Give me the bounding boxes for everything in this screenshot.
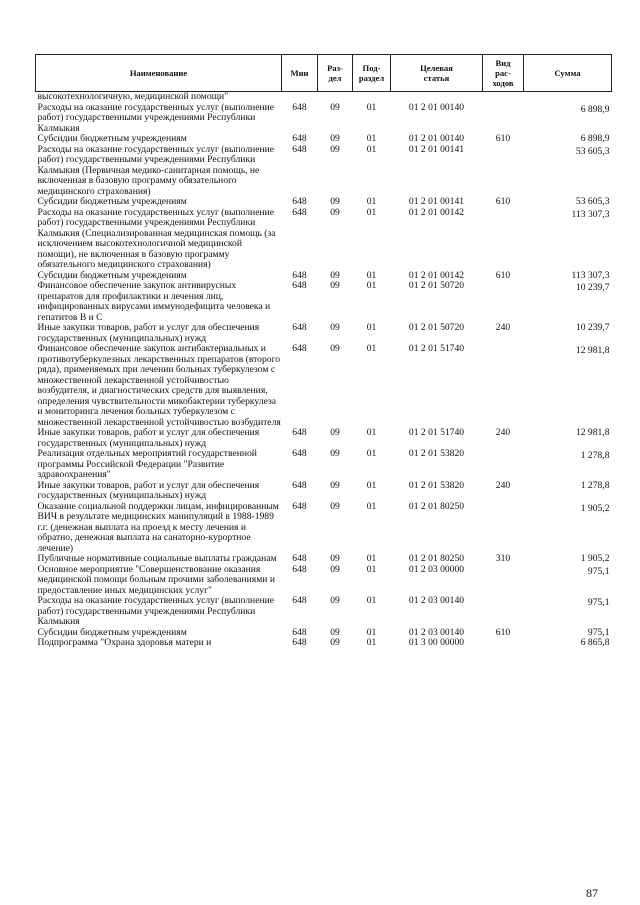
row-vid: 610 xyxy=(495,133,511,144)
row-podrazdel: 01 xyxy=(366,196,377,207)
row-sum: 53 605,3 xyxy=(575,145,610,157)
row-target: 01 2 01 00140 xyxy=(408,101,465,113)
row-name: Иные закупки товаров, работ и услуг для обеспечения государственных (муниципальных) нужд xyxy=(37,322,260,344)
row-target: 01 2 01 50720 xyxy=(408,322,465,333)
row-vid xyxy=(483,103,524,135)
row-podrazdel: 01 xyxy=(366,427,377,438)
row-sum: 10 239,7 xyxy=(575,282,610,293)
row-razdel: 09 xyxy=(330,196,340,207)
row-podrazdel: 01 xyxy=(366,280,377,291)
row-podrazdel xyxy=(353,92,391,103)
row-razdel: 09 xyxy=(330,626,340,638)
row-sum: 6 898,9 xyxy=(580,133,610,144)
table-row xyxy=(36,197,612,208)
row-min: 648 xyxy=(292,626,307,638)
row-target: 01 2 03 00140 xyxy=(408,626,465,638)
table-row xyxy=(36,145,612,198)
row-razdel: 09 xyxy=(330,479,340,491)
row-vid: 240 xyxy=(495,427,511,438)
row-sum: 6 865,8 xyxy=(580,637,610,648)
row-sum: 113 307,3 xyxy=(571,269,610,281)
row-vid xyxy=(483,502,524,555)
row-min: 648 xyxy=(292,427,307,438)
row-target: 01 2 01 00142 xyxy=(408,269,465,281)
row-podrazdel: 01 xyxy=(366,133,377,144)
row-vid: 240 xyxy=(495,322,511,333)
row-podrazdel: 01 xyxy=(366,595,377,606)
row-sum: 12 981,8 xyxy=(575,427,610,438)
row-target: 01 2 01 00140 xyxy=(408,133,465,144)
table-header-row xyxy=(36,55,612,92)
table-row xyxy=(36,565,612,597)
row-sum: 113 307,3 xyxy=(571,208,610,220)
budget-table xyxy=(35,54,612,649)
row-razdel: 09 xyxy=(330,322,340,333)
table-row xyxy=(36,344,612,428)
row-target: 01 2 01 80250 xyxy=(408,500,465,512)
row-target: 01 2 01 00142 xyxy=(408,206,465,218)
row-sum: 1 905,2 xyxy=(580,502,610,514)
row-min: 648 xyxy=(292,322,307,333)
table-row xyxy=(36,638,612,649)
row-min: 648 xyxy=(292,269,307,281)
row-podrazdel: 01 xyxy=(366,563,377,575)
row-name: Расходы на оказание государственных услуг (выполнение работ) государственными учреждениями Республики Калмыкия xyxy=(37,595,274,627)
row-min: 648 xyxy=(292,196,307,207)
row-target: 01 3 00 00000 xyxy=(408,637,465,648)
row-vid xyxy=(483,596,524,628)
row-min: 648 xyxy=(292,280,307,291)
row-min xyxy=(282,92,318,103)
row-name: Субсидии бюджетным учреждениям xyxy=(37,133,187,144)
row-podrazdel: 01 xyxy=(366,143,377,155)
row-name: Субсидии бюджетным учреждениям xyxy=(37,626,187,638)
row-target: 01 2 01 80250 xyxy=(408,553,465,564)
row-razdel: 09 xyxy=(330,206,340,218)
header-sum: Сумма xyxy=(524,55,612,92)
row-podrazdel: 01 xyxy=(366,101,377,113)
row-target: 01 2 01 51740 xyxy=(408,343,465,354)
row-podrazdel: 01 xyxy=(366,553,377,564)
row-target xyxy=(391,92,483,103)
row-razdel: 09 xyxy=(330,101,340,113)
row-min: 648 xyxy=(292,343,307,354)
row-razdel: 09 xyxy=(330,553,340,564)
row-vid xyxy=(483,565,524,597)
row-target: 01 2 03 00140 xyxy=(408,595,465,606)
row-target: 01 2 01 00141 xyxy=(408,143,465,155)
row-min: 648 xyxy=(292,553,307,564)
row-sum: 975,1 xyxy=(587,626,610,638)
row-name: Субсидии бюджетным учреждениям xyxy=(37,269,187,281)
row-name: Иные закупки товаров, работ и услуг для обеспечения государственных (муниципальных) нужд xyxy=(37,427,260,449)
row-podrazdel: 01 xyxy=(366,343,377,354)
table-row xyxy=(36,554,612,565)
row-min: 648 xyxy=(292,500,307,512)
row-min: 648 xyxy=(292,133,307,144)
row-target: 01 2 03 00000 xyxy=(408,563,465,575)
row-sum: 975,1 xyxy=(587,597,610,608)
table-row xyxy=(36,428,612,449)
table-row xyxy=(36,281,612,323)
header-min: Мин xyxy=(282,55,318,92)
row-sum: 1 905,2 xyxy=(580,553,610,564)
page-number: 87 xyxy=(586,886,598,900)
table-row xyxy=(36,208,612,271)
row-sum: 12 981,8 xyxy=(575,345,610,356)
table-row xyxy=(36,502,612,555)
row-min: 648 xyxy=(292,595,307,606)
row-podrazdel: 01 xyxy=(366,322,377,333)
row-name: Расходы на оказание государственных услуг (выполнение работ) государственными учреждениями Республики Калмыкия (Первичная медико-санитарная помощь, не включенная в базовую программу обязательного медицинского страхования) xyxy=(37,143,274,197)
row-vid xyxy=(483,344,524,428)
row-min: 648 xyxy=(292,479,307,491)
table-row xyxy=(36,323,612,344)
row-sum xyxy=(524,92,612,103)
row-min: 648 xyxy=(292,448,307,459)
row-min: 648 xyxy=(292,143,307,155)
row-name: Расходы на оказание государственных услуг (выполнение работ) государственными учреждениями Республики Калмыкия xyxy=(37,101,274,134)
header-podrazdel: Под- раздел xyxy=(353,55,391,92)
table-row xyxy=(36,92,612,103)
row-razdel: 09 xyxy=(330,343,340,354)
row-min: 648 xyxy=(292,101,307,113)
row-vid: 240 xyxy=(495,479,511,491)
row-name: Расходы на оказание государственных услуг (выполнение работ) государственными учреждениями Республики Калмыкия (Специализированная медицинская помощь (за исключением высокотехнологичной медицинской помощи), не включенная в базовую программу обязательного медицинского страхования) xyxy=(37,206,276,270)
row-target: 01 2 01 51740 xyxy=(408,427,465,438)
row-razdel: 09 xyxy=(330,133,340,144)
row-sum: 1 278,8 xyxy=(580,479,610,491)
row-podrazdel: 01 xyxy=(366,637,377,648)
row-min: 648 xyxy=(292,563,307,575)
row-name: Основное мероприятие "Совершенствование оказания медицинской помощи больным прочими заболеваниями и предоставление иных медицинских услуг" xyxy=(37,563,275,596)
table-row xyxy=(36,103,612,135)
row-name: Финансовое обеспечение закупок антивирусных препаратов для профилактики и лечения лиц, инфицированных вирусами иммунодефицита человека и гепатитов В и С xyxy=(37,280,271,323)
row-podrazdel: 01 xyxy=(366,626,377,638)
row-razdel: 09 xyxy=(330,269,340,281)
row-name: Оказание социальной поддержки лицам, инфицированным ВИЧ в результате медицинских манипуляций в 1988-1989 г.г. (денежная выплата на проезд к месту лечения и обратно, денежная выплата на санаторно-курортное лечение) xyxy=(37,500,279,554)
row-name: Иные закупки товаров, работ и услуг для обеспечения государственных (муниципальных) нужд xyxy=(37,479,260,501)
row-razdel xyxy=(318,92,353,103)
row-vid: 310 xyxy=(495,553,511,564)
row-podrazdel: 01 xyxy=(366,500,377,512)
header-target: Целевая статья xyxy=(391,55,483,92)
table-body xyxy=(36,92,612,649)
row-target: 01 2 01 50720 xyxy=(408,280,465,291)
row-podrazdel: 01 xyxy=(366,448,377,459)
row-podrazdel: 01 xyxy=(366,269,377,281)
table-row xyxy=(36,449,612,481)
row-vid: 610 xyxy=(495,626,511,638)
table-row xyxy=(36,596,612,628)
row-min: 648 xyxy=(292,637,307,648)
row-target: 01 2 01 53820 xyxy=(408,448,465,459)
row-vid: 610 xyxy=(495,269,511,281)
row-razdel: 09 xyxy=(330,563,340,575)
row-razdel: 09 xyxy=(330,280,340,291)
row-name: Финансовое обеспечение закупок антибактериальных и противотуберкулезных лекарственных препаратов (второго ряда), применяемых при лечении больных туберкулезом с множественной лекарственной устойчивостью возбудителя, и диагностических средств для выявления, определения чувствительности микобактерии туберкулеза и мониторинга лечения больных туберкулезом с множественной лекарственной устойчивостью возбудителя xyxy=(37,343,281,428)
row-vid xyxy=(483,449,524,481)
row-razdel: 09 xyxy=(330,427,340,438)
row-name: высокотехнологичную, медицинской помощи" xyxy=(37,91,229,102)
row-podrazdel: 01 xyxy=(366,479,377,491)
row-vid: 610 xyxy=(495,196,511,207)
table-row xyxy=(36,481,612,502)
row-vid xyxy=(483,638,524,649)
row-razdel: 09 xyxy=(330,143,340,155)
row-name: Подпрограмма "Охрана здоровья матери и xyxy=(37,637,212,648)
row-name: Публичные нормативные социальные выплаты гражданам xyxy=(37,553,277,564)
row-razdel: 09 xyxy=(330,500,340,512)
header-name: Наименование xyxy=(36,55,282,92)
header-razdel: Раз- дел xyxy=(318,55,353,92)
row-razdel: 09 xyxy=(330,448,340,459)
row-sum: 975,1 xyxy=(587,565,610,577)
row-vid xyxy=(483,145,524,198)
row-razdel: 09 xyxy=(330,637,340,648)
row-vid xyxy=(483,281,524,323)
row-target: 01 2 01 53820 xyxy=(408,479,465,491)
row-sum: 10 239,7 xyxy=(575,322,610,333)
row-sum: 6 898,9 xyxy=(580,103,610,115)
row-sum: 1 278,8 xyxy=(580,450,610,461)
row-vid xyxy=(483,92,524,103)
header-vid: Вид рас- ходов xyxy=(483,55,524,92)
row-razdel: 09 xyxy=(330,595,340,606)
row-min: 648 xyxy=(292,206,307,218)
row-target: 01 2 01 00141 xyxy=(408,196,465,207)
row-podrazdel: 01 xyxy=(366,206,377,218)
row-vid xyxy=(483,208,524,271)
table-row xyxy=(36,134,612,145)
row-sum: 53 605,3 xyxy=(575,196,610,207)
row-name: Реализация отдельных мероприятий государственной программы Российской Федерации "Развитие здравоохранения" xyxy=(37,448,257,480)
row-name: Субсидии бюджетным учреждениям xyxy=(37,196,187,207)
